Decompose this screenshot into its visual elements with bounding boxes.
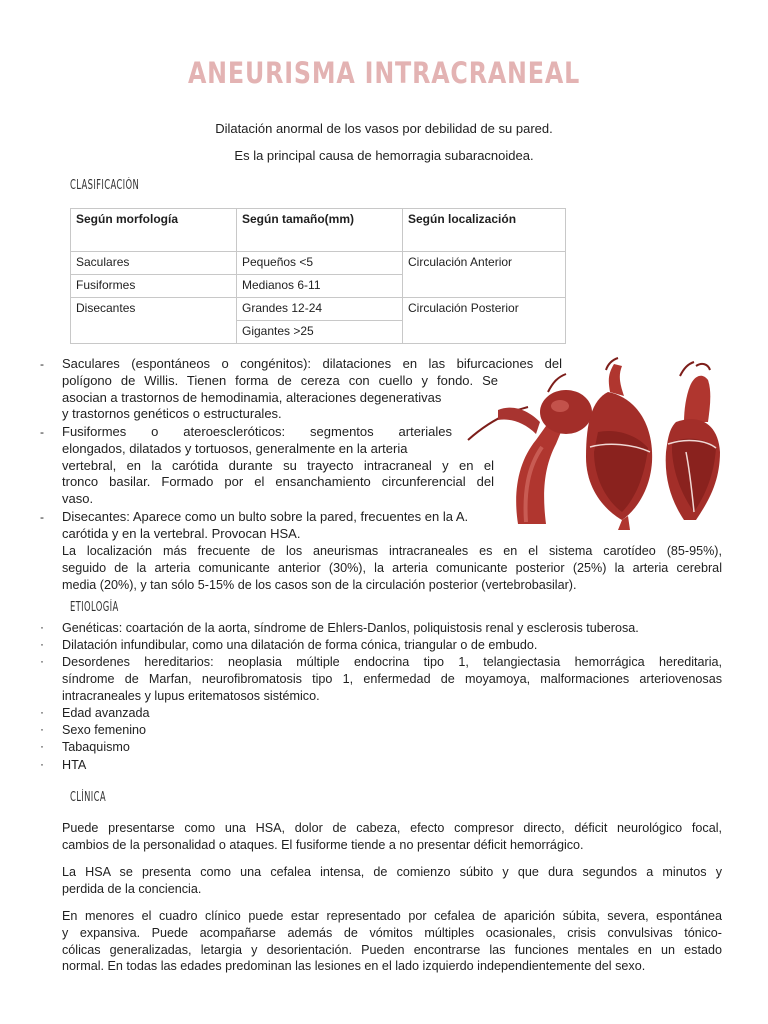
bullet-marker: · — [40, 654, 44, 668]
etiologia-item: Dilatación infundibular, como una dilatación de forma cónica, triangular o de embudo. — [62, 638, 538, 652]
text-line: asocian a trastornos de hemodinamia, alteraciones degenerativas — [62, 389, 442, 405]
text-line: y trastornos genéticos o estructurales. — [62, 406, 282, 422]
text-line: La HSA se presenta como una cefalea intensa, de comienzo súbito y que dura segundos a minutos y — [62, 865, 722, 879]
heading-etiologia: ETIOLOGÍA — [70, 600, 119, 615]
text-line: La localización más frecuente de los aneurismas intracraneales es en el sistema carotídeo (85-95%), — [62, 544, 722, 558]
clinica-paragraph-1 — [62, 820, 722, 854]
text-line: Saculares (espontáneos o congénitos): dilataciones en las bifurcaciones del — [62, 356, 562, 371]
text-line: cólicas generalizadas, letargia y desorientación. Pueden encontrarse las funciones mentales en un estado — [62, 942, 722, 957]
bullet-marker: · — [40, 739, 44, 753]
bullet-marker: · — [40, 722, 44, 736]
saculares-text — [62, 356, 562, 423]
text-line: media (20%), y tan sólo 5-15% de los casos son de la circulación posterior (vertebrobasilar). — [62, 577, 577, 592]
table-cell: Fusiformes — [71, 275, 237, 298]
text-line: Desordenes hereditarios: neoplasia múltiple endocrina tipo 1, telangiectasia hemorrágica hereditaria, — [62, 655, 722, 669]
text-line: Puede presentarse como una HSA, dolor de cabeza, efecto compresor directo, déficit neurológico focal, — [62, 821, 722, 835]
table-cell: Pequeños <5 — [237, 252, 403, 275]
text-line: seguido de la arteria comunicante anterior (30%), la arteria comunicante posterior (25%) la arteria cerebral — [62, 560, 722, 575]
text-line: síndrome de Marfan, neurofibromatosis tipo 1, enfermedad de moyamoya, malformaciones arteriovenosas — [62, 671, 722, 686]
text-line: Fusiformes o ateroescleróticos: segmentos arteriales — [62, 424, 452, 439]
page-title: ANEURISMA INTRACRANEAL — [187, 56, 581, 90]
etiologia-item: Edad avanzada — [62, 706, 150, 720]
bullet-marker: · — [40, 705, 44, 719]
table-header-tamano: Según tamaño(mm) — [237, 209, 403, 252]
text-line: tronco basilar. Formado por el ensanchamiento circunferencial del — [62, 474, 494, 490]
clinica-paragraph-3 — [62, 908, 722, 975]
text-line: En menores el cuadro clínico puede estar representado por cefalea de aparición súbita, severa, espontánea — [62, 909, 722, 923]
intro-line-1: Dilatación anormal de los vasos por debilidad de su pared. — [215, 121, 553, 136]
etiologia-item: Sexo femenino — [62, 723, 147, 737]
text-line: cambios de la personalidad o ataques. El fusiforme tiende a no presentar déficit hemorrágico. — [62, 837, 584, 852]
heading-clinica: CLÍNICA — [70, 790, 106, 805]
table-cell: Medianos 6-11 — [237, 275, 403, 298]
table-cell: Gigantes >25 — [237, 321, 403, 344]
table-header-localizacion: Según localización — [403, 209, 566, 252]
text-line: normal. En todas las edades predominan las lesiones en el lado izquierdo independientemente del sexo. — [62, 959, 646, 974]
intro-line-2: Es la principal causa de hemorragia subaracnoidea. — [234, 148, 534, 163]
text-line: Disecantes: Aparece como un bulto sobre la pared, frecuentes en la A. — [62, 509, 469, 524]
text-line: intracraneales y lupus eritematosos sistémico. — [62, 688, 320, 703]
heading-clasificacion: CLASIFICACIÓN — [70, 178, 140, 193]
table-cell: Circulación Anterior — [403, 252, 566, 298]
table-cell: Grandes 12-24 — [237, 298, 403, 321]
text-line: y expansiva. Puede acompañarse además de vómitos múltiples ocasionales, crisis convulsivas tónico- — [62, 925, 722, 940]
table-cell: Saculares — [71, 252, 237, 275]
localizacion-text — [62, 543, 722, 593]
etiologia-item: Genéticas: coartación de la aorta, síndrome de Ehlers-Danlos, poliquistosis renal y esclerosis tuberosa. — [62, 621, 639, 635]
table-cell: Disecantes — [71, 298, 237, 344]
table-cell: Circulación Posterior — [403, 298, 566, 344]
text-line: carótida y en la vertebral. Provocan HSA. — [62, 525, 301, 541]
classification-table — [70, 208, 566, 344]
bullet-marker: · — [40, 620, 44, 634]
text-line: vertebral, en la carótida durante su trayecto intracraneal y en el — [62, 457, 494, 473]
text-line: elongados, dilatados y tortuosos, generalmente en la arteria — [62, 440, 408, 456]
fusiformes-text — [62, 424, 494, 508]
table-header-morfologia: Según morfología — [71, 209, 237, 252]
disecantes-text — [62, 509, 512, 543]
clinica-paragraph-2 — [62, 864, 722, 898]
text-line: polígono de Willis. Tienen forma de cereza con cuello y fondo. Se — [62, 372, 498, 388]
etiologia-item: HTA — [62, 758, 87, 772]
bullet-marker: · — [40, 637, 44, 651]
fusiform-aneurysm-figure — [586, 358, 652, 530]
bullet-marker: · — [40, 757, 44, 771]
bullet-marker: - — [40, 510, 44, 524]
bullet-marker: - — [40, 357, 44, 371]
etiologia-item: Tabaquismo — [62, 740, 130, 754]
bullet-marker: - — [40, 425, 44, 439]
dissecting-aneurysm-figure — [666, 362, 720, 520]
etiologia-item — [62, 654, 722, 704]
text-line: perdida de la conciencia. — [62, 881, 202, 896]
text-line: vaso. — [62, 491, 94, 507]
